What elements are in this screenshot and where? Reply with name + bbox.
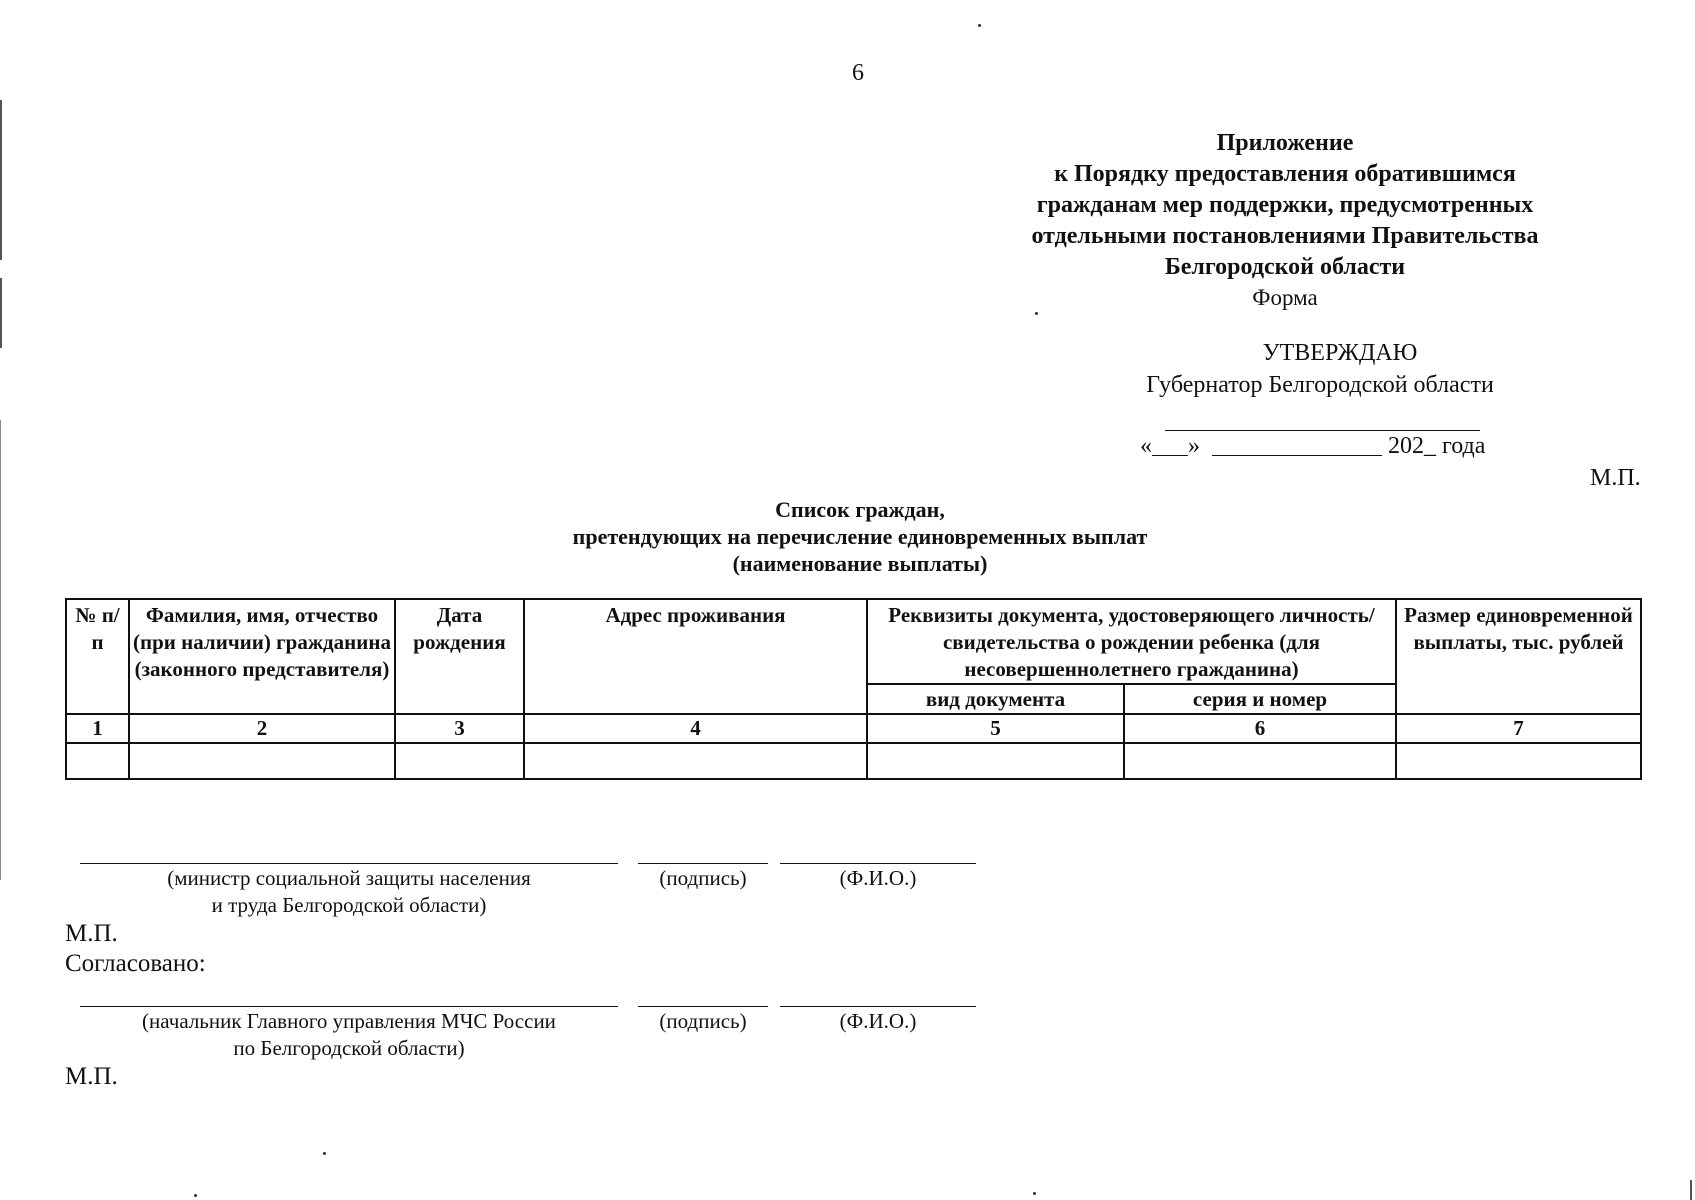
header-payment-amount: Размер единовременной выплаты, тыс. рублей xyxy=(1396,599,1641,714)
mchs-signature-line xyxy=(638,1006,768,1007)
scan-speck xyxy=(1033,1192,1036,1195)
table-row xyxy=(66,743,1641,779)
header-fullname: Фамилия, имя, отчество (при наличии) гражданина (законного представителя) xyxy=(129,599,395,714)
header-address: Адрес проживания xyxy=(524,599,867,714)
mchs-caption-line: (начальник Главного управления МЧС России xyxy=(142,1009,556,1033)
minister-name-line xyxy=(780,863,976,864)
form-label: Форма xyxy=(1252,285,1318,310)
signature-caption: (подпись) xyxy=(659,1009,747,1033)
table-number-row xyxy=(66,714,1641,743)
year-label: 202_ года xyxy=(1388,433,1486,459)
minister-caption xyxy=(80,865,618,919)
list-title-line: Список граждан, xyxy=(775,497,945,522)
annex-line: отдельными постановлениями Правительства xyxy=(1031,223,1539,249)
minister-signature-line xyxy=(638,863,768,864)
column-number: 4 xyxy=(524,714,867,743)
table-cell xyxy=(66,743,129,779)
annex-line: к Порядку предоставления обратившимся xyxy=(1054,161,1516,187)
agreed-label: Согласовано: xyxy=(65,950,206,977)
scan-speck xyxy=(1035,312,1038,315)
page-number: 6 xyxy=(852,60,864,86)
header-document-details: Реквизиты документа, удостоверяющего личность/ свидетельства о рождении ребенка (для несовершеннолетнего гражданина) xyxy=(867,599,1396,684)
scan-speck xyxy=(323,1152,326,1155)
date-open-quote: « xyxy=(1140,433,1152,459)
governor-signature-line xyxy=(1165,430,1480,431)
seal-label: М.П. xyxy=(65,1063,118,1090)
table-cell xyxy=(395,743,524,779)
column-number: 3 xyxy=(395,714,524,743)
month-blank xyxy=(1212,435,1382,456)
table-header-row xyxy=(66,599,1641,684)
fio-caption: (Ф.И.О.) xyxy=(839,866,917,890)
table-cell xyxy=(524,743,867,779)
annex-line: Белгородской области xyxy=(1164,254,1406,280)
signature-caption: (подпись) xyxy=(659,866,747,890)
list-title xyxy=(450,496,1270,577)
mchs-caption-line: по Белгородской области) xyxy=(233,1036,465,1060)
column-number: 1 xyxy=(66,714,129,743)
header-document-number: серия и номер xyxy=(1124,684,1396,714)
minister-caption-line: и труда Белгородской области) xyxy=(211,893,487,917)
column-number: 2 xyxy=(129,714,395,743)
annex-line: гражданам мер поддержки, предусмотренных xyxy=(1036,192,1534,218)
table-cell xyxy=(1124,743,1396,779)
citizens-table xyxy=(65,598,1642,780)
table-cell xyxy=(129,743,395,779)
minister-position-line xyxy=(80,863,618,864)
scan-edge-mark xyxy=(0,100,2,260)
mchs-position-line xyxy=(80,1006,618,1007)
list-title-line: (наименование выплаты) xyxy=(732,551,988,576)
header-birthdate: Дата рождения xyxy=(395,599,524,714)
date-close-quote: » xyxy=(1188,433,1200,459)
list-title-line: претендующих на перечисление единовременных выплат xyxy=(572,524,1148,549)
scan-speck xyxy=(194,1194,197,1197)
day-blank xyxy=(1152,435,1188,456)
scan-edge-mark xyxy=(0,420,1,880)
seal-label: М.П. xyxy=(65,920,118,947)
mchs-caption xyxy=(80,1008,618,1062)
column-number: 6 xyxy=(1124,714,1396,743)
column-number: 7 xyxy=(1396,714,1641,743)
approve-label: УТВЕРЖДАЮ xyxy=(1262,340,1418,366)
scan-speck xyxy=(978,24,981,27)
minister-caption-line: (министр социальной защиты населения xyxy=(167,866,531,890)
scan-edge-mark xyxy=(1690,1180,1692,1200)
table-cell xyxy=(867,743,1124,779)
approval-date xyxy=(1140,433,1570,460)
column-number: 5 xyxy=(867,714,1124,743)
seal-label-top: М.П. xyxy=(1590,465,1641,491)
mchs-name-line xyxy=(780,1006,976,1007)
annex-header xyxy=(995,128,1575,283)
table-cell xyxy=(1396,743,1641,779)
annex-line: Приложение xyxy=(1216,130,1354,156)
governor-label: Губернатор Белгородской области xyxy=(1146,372,1494,398)
header-number: № п/п xyxy=(66,599,129,714)
scan-edge-mark xyxy=(0,278,2,348)
fio-caption: (Ф.И.О.) xyxy=(839,1009,917,1033)
header-document-type: вид документа xyxy=(867,684,1124,714)
